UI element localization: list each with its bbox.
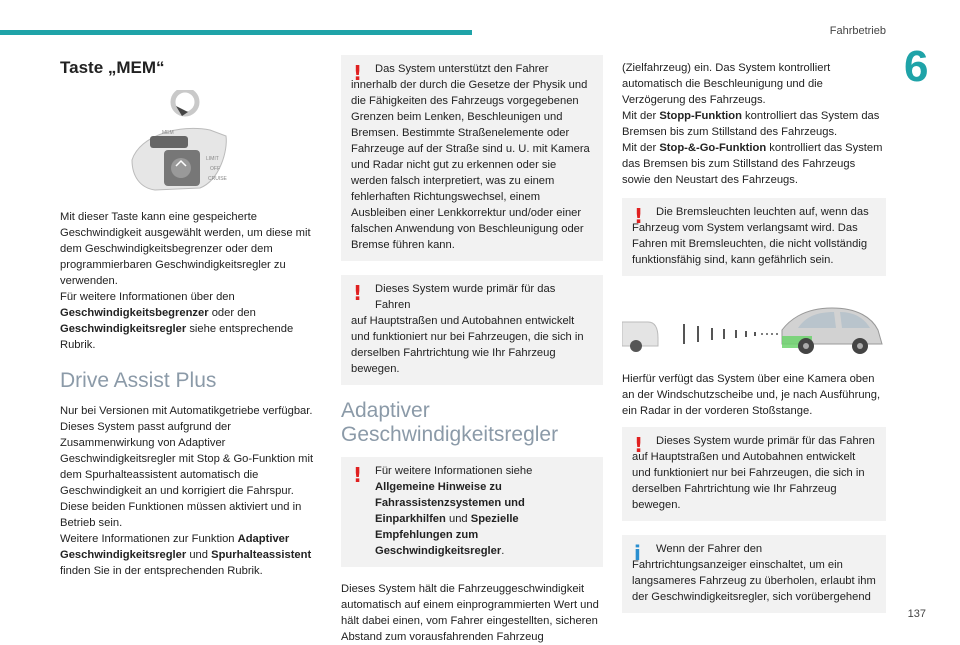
cruise-control-stalk-illustration xyxy=(60,90,318,198)
warning-box-physics: ! Das System unterstützt den Fahrer innerhalb der durch die Gesetze der Physik und die Fähigkeiten des Fahrzeugs vorgegebenen Grenzen beim Lenken, Beschleunigen und Bremsen. Bestimmte Straßenelemente oder Fahrzeuge auf der Straße sind u. U. mit Kamera und Radar nicht gut zu erkennen oder sie werden falsch interpretiert, was zu einem fehlerhaften Richtungswechsel, einem Ausbleiben einer Lenkkorrektur und/oder einer falschen Anwendung von Beschleunigung oder Bremse führen kann. xyxy=(341,55,603,261)
heading-drive-assist: Drive Assist Plus xyxy=(60,369,217,392)
adaptive-description: Dieses System hält die Fahrzeuggeschwindigkeit automatisch auf einem einprogrammierten Wert und hält dabei einen, vom Fahrer eingestellten, sicheren Abstand zum vorausfahrenden Fahrzeug xyxy=(341,583,599,643)
drive-availability: Nur bei Versionen mit Automatikgetriebe verfügbar. xyxy=(60,405,313,417)
heading-adaptive-cruise: Adaptiver Geschwindigkeitsregler xyxy=(341,399,559,446)
column-1 xyxy=(60,50,318,579)
stop-function-text: Mit der Stopp-Funktion kontrolliert das System das Bremsen bis zum Stillstand des Fahrzeugs. xyxy=(622,110,880,138)
exclamation-icon: ! xyxy=(634,204,644,228)
car-radar-illustration xyxy=(622,300,886,356)
stop-go-function-text: Mit der Stop-&-Go-Funktion kontrolliert das System das Bremsen bis zum Stillstand des Fahrzeugs sowie den Neustart des Fahrzeugs. xyxy=(622,142,883,186)
warning-box-reference: ! Für weitere Informationen siehe Allgemeine Hinweise zu Fahrassistenzsystemen und Einparkhilfen und Spezielle Empfehlungen zum Geschwindigkeitsregler. xyxy=(341,457,603,567)
target-vehicle-text: (Zielfahrzeug) ein. Das System kontrolliert automatisch die Beschleunigung und die Verzögerung des Fahrzeugs. xyxy=(622,62,831,106)
warning-box-roads: ! Dieses System wurde primär für das Fahren auf Hauptstraßen und Autobahnen entwickelt und funktioniert nur bei Fahrzeugen, die sich in derselben Fahrtrichtung wie Ihr Fahrzeug bewegen. xyxy=(341,275,603,385)
steering-wheel-icon xyxy=(173,90,197,116)
header-accent-bar xyxy=(0,30,472,35)
drive-description: Dieses System passt aufgrund der Zusammenwirkung von Adaptiver Geschwindigkeitsregler mit Stop & Go-Funktion mit dem Spurhalteassistent automatisch die Geschwindigkeit an und korrigiert die Fahrspur. xyxy=(60,421,314,497)
warning-box-roads-2: ! Dieses System wurde primär für das Fahren auf Hauptstraßen und Autobahnen entwickelt und funktioniert nur bei Fahrzeugen, die sich in derselben Fahrtrichtung wie Ihr Fahrzeug bewegen. xyxy=(622,427,886,521)
exclamation-icon: ! xyxy=(353,61,363,85)
info-box-overtaking: i Wenn der Fahrer den Fahrtrichtungsanzeiger einschaltet, um ein langsameres Fahrzeug zu überholen, erlaubt ihm der Geschwindigkeitsregler, sich vorübergehend xyxy=(622,535,886,613)
rear-car-icon xyxy=(622,322,658,352)
column-2 xyxy=(341,55,603,645)
front-car-icon xyxy=(782,308,882,354)
page-number: 137 xyxy=(907,608,926,620)
info-icon: i xyxy=(634,541,641,565)
mem-description: Mit dieser Taste kann eine gespeicherte Geschwindigkeit ausgewählt werden, um diese mit dem Geschwindigkeitsbegrenzer oder dem programmierbaren Geschwindigkeitsregler zu verwenden. xyxy=(60,211,311,287)
switch-label-mem: MEM xyxy=(162,130,174,136)
drive-reference: Weitere Informationen zur Funktion Adaptiver Geschwindigkeitsregler und Spurhalteassistent finden Sie in der entsprechenden Rubrik. xyxy=(60,533,312,577)
warning-box-brake-lights: ! Die Bremsleuchten leuchten auf, wenn das Fahrzeug vom System verlangsamt wird. Das Fahren mit Bremsleuchten, die nicht vollständig funktionsfähig sind, kann gefährlich sein. xyxy=(622,198,886,276)
exclamation-icon: ! xyxy=(353,281,363,305)
drive-requirement: Diese beiden Funktionen müssen aktiviert und in Betrieb sein. xyxy=(60,501,302,529)
section-name: Fahrbetrieb xyxy=(829,25,886,37)
column-3 xyxy=(622,60,886,627)
mem-reference: Für weitere Informationen über den Geschwindigkeitsbegrenzer oder den Geschwindigkeitsregler siehe entsprechende Rubrik. xyxy=(60,291,294,351)
exclamation-icon: ! xyxy=(634,433,644,457)
heading-mem: Taste „MEM“ xyxy=(60,58,165,77)
chapter-number: 6 xyxy=(904,42,929,91)
switch-label-off: OFF xyxy=(210,166,220,172)
camera-radar-text: Hierfür verfügt das System über eine Kamera oben an der Windschutzscheibe und, je nach Ausführung, ein Radar in der vorderen Stoßstange. xyxy=(622,373,881,417)
switch-label-limit: LIMIT xyxy=(206,156,219,162)
switch-label-cruise: CRUISE xyxy=(208,176,227,182)
radar-lines-icon xyxy=(684,324,778,344)
exclamation-icon: ! xyxy=(353,463,363,487)
